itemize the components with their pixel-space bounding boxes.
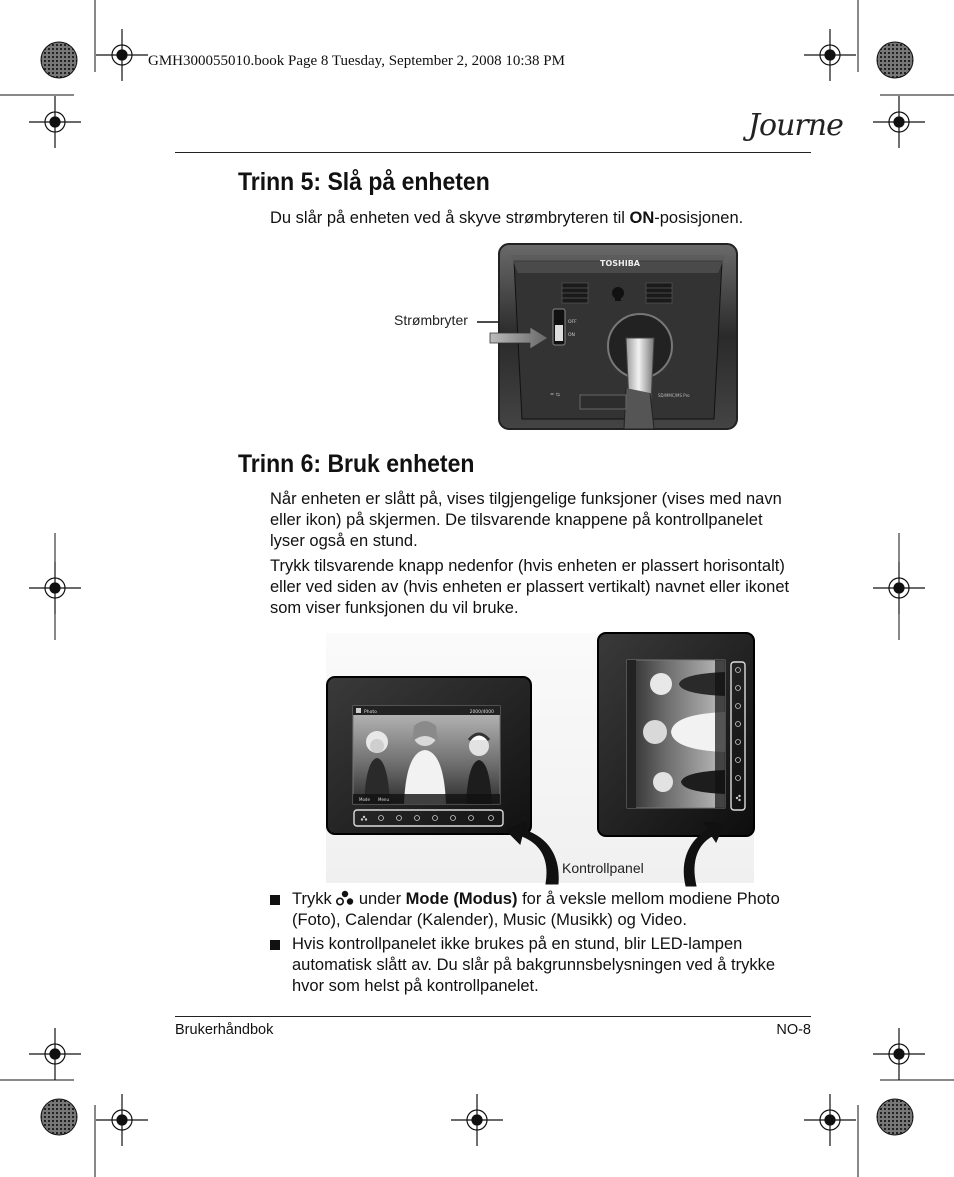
curved-arrow-horizontal-icon — [500, 816, 570, 886]
step5-heading: Trinn 5: Slå på enheten — [238, 168, 490, 196]
screen-bar-mode: Mode — [359, 797, 370, 802]
switch-arrow-icon — [488, 326, 550, 350]
journe-logo: Journe — [748, 108, 843, 143]
device-brand: TOSHIBA — [600, 259, 640, 268]
bullet-mode: Trykk under Mode (Modus) for å veksle mellom modiene Photo (Foto), Calendar (Kalender), Music (Musikk) og Video. — [270, 889, 795, 933]
step5-text: Du slår på enheten ved å skyve strømbryteren til ON-posisjonen. — [270, 209, 744, 227]
card-slot-label: SD/MMC/MS Pro — [658, 393, 690, 398]
vertical-frame-illustration — [597, 632, 755, 837]
control-panel-callout: Kontrollpanel — [562, 860, 644, 876]
bullet-square-icon — [270, 940, 280, 950]
screen-mode-label: Photo — [364, 710, 377, 715]
curved-arrow-vertical-icon — [676, 816, 726, 888]
footer-manual-name: Brukerhåndbok — [175, 1022, 274, 1038]
page-number: NO-8 — [776, 1022, 811, 1038]
screen-counter: 2000/4000 — [469, 710, 494, 715]
svg-text:= ⇆: = ⇆ — [550, 392, 560, 398]
bullet-backlight: Hvis kontrollpanelet ikke brukes på en stund, blir LED-lampen automatisk slått av. Du slår på bakgrunnsbelysningen ved å trykke hvor som helst på kontrollpanelet. — [270, 934, 795, 997]
book-header: GMH300055010.book Page 8 Tuesday, September 2, 2008 10:38 PM — [148, 53, 565, 69]
bullet-square-icon — [270, 895, 280, 905]
header-rule — [175, 152, 811, 153]
step6-paragraph-2: Trykk tilsvarende knapp nedenfor (hvis enheten er plassert horisontalt) eller ved siden av (hvis enheten er plassert vertikalt) navnet eller ikonet som viser funksjonen du vil bruke. — [270, 557, 790, 617]
step6-paragraph-1: Når enheten er slått på, vises tilgjengelige funksjoner (vises med navn eller ikon) på skjermen. De tilsvarende knappene på kontrollpanelet lyser også en stund. — [270, 490, 782, 550]
horizontal-frame-illustration — [326, 676, 532, 836]
power-switch-callout: Strømbryter — [394, 312, 468, 328]
switch-off-label: OFF — [568, 320, 577, 325]
screen-bar-menu: Menu — [378, 797, 389, 802]
step6-heading: Trinn 6: Bruk enheten — [238, 450, 475, 478]
switch-on-label: ON — [568, 333, 575, 338]
footer-rule — [175, 1016, 811, 1017]
mode-icon — [336, 890, 354, 906]
